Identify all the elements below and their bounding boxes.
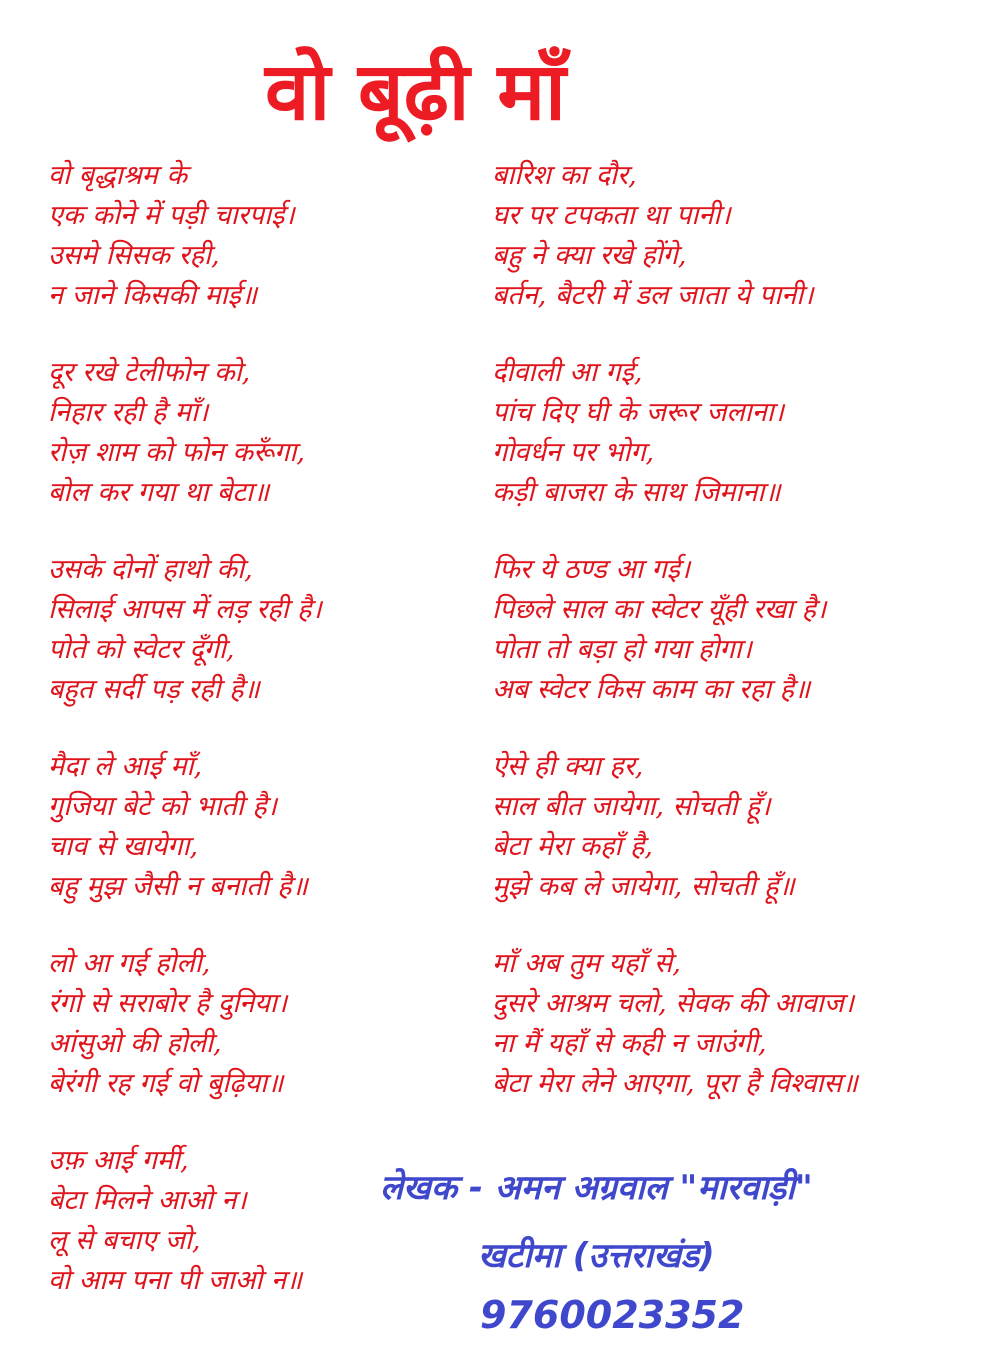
poem-line: बेरंगी रह गई वो बुढ़िया॥: [48, 1068, 284, 1099]
poem-line: सिलाई आपस में लड़ रही है।: [48, 594, 322, 625]
poem-line: बहुत सर्दी पड़ रही है॥: [48, 674, 260, 705]
poem-line: आंसुओ की होली,: [48, 1028, 222, 1059]
poem-line: रंगो से सराबोर है दुनिया।: [48, 988, 288, 1019]
poem-line: अब स्वेटर किस काम का रहा है॥: [492, 674, 811, 705]
poem-line: पांच दिए घी के जरूर जलाना।: [492, 397, 784, 428]
stanza: [492, 353, 992, 550]
poem-line: मैदा ले आई माँ,: [48, 751, 203, 782]
poem-line: कड़ी बाजरा के साथ जिमाना॥: [492, 477, 781, 508]
author-name: लेखक - अमन अग्रवाल "मारवाड़ी": [380, 1168, 813, 1208]
poem-line: दीवाली आ गई,: [492, 357, 643, 388]
poem-line: बेटा मेरा लेने आएगा, पूरा है विश्वास॥: [492, 1068, 858, 1099]
poem-line: पोते को स्वेटर दूँगी,: [48, 634, 235, 665]
stanza: [492, 747, 992, 944]
stanza: [48, 550, 468, 747]
poem-line: उसमे सिसक रही,: [48, 240, 220, 271]
poem-line: साल बीत जायेगा, सोचती हूँ।: [492, 791, 771, 822]
poem-line: एक कोने में पड़ी चारपाई।: [48, 200, 295, 231]
poem-line: निहार रही है माँ।: [48, 397, 209, 428]
poem-line: बारिश का दौर,: [492, 160, 637, 191]
stanza: [48, 944, 468, 1141]
poem-line: रोज़ शाम को फोन करूँगा,: [48, 437, 305, 468]
poem-line: लू से बचाए जो,: [48, 1225, 201, 1256]
poem-line: उसके दोनों हाथो की,: [48, 554, 253, 585]
poem-line: गुजिया बेटे को भाती है।: [48, 791, 277, 822]
poem-line: माँ अब तुम यहाँ से,: [492, 948, 681, 979]
poem-left-column: [48, 156, 468, 1338]
poem-line: लो आ गई होली,: [48, 948, 211, 979]
stanza: [48, 353, 468, 550]
poem-line: मुझे कब ले जायेगा, सोचती हूँ॥: [492, 871, 795, 902]
stanza: [48, 747, 468, 944]
poem-line: गोवर्धन पर भोग,: [492, 437, 655, 468]
poem-line: वो आम पना पी जाओ न॥: [48, 1265, 303, 1296]
author-phone: 9760023352: [480, 1293, 745, 1337]
poem-line: उफ़ आई गर्मी,: [48, 1145, 189, 1176]
poem-line: बोल कर गया था बेटा॥: [48, 477, 270, 508]
poem-line: दूर रखे टेलीफोन को,: [48, 357, 251, 388]
poem-line: बर्तन, बैटरी में डल जाता ये पानी।: [492, 280, 814, 311]
stanza: [492, 156, 992, 353]
poem-line: बहु ने क्या रखे होंगे,: [492, 240, 687, 271]
poem-line: फिर ये ठण्ड आ गई।: [492, 554, 691, 585]
poem-line: बहु मुझ जैसी न बनाती है॥: [48, 871, 308, 902]
poem-line: ना मैं यहाँ से कही न जाउंगी,: [492, 1028, 767, 1059]
poem-line: न जाने किसकी माई॥: [48, 280, 258, 311]
author-place: खटीमा (उत्तराखंड): [478, 1236, 715, 1276]
poem-line: बेटा मिलने आओ न।: [48, 1185, 247, 1216]
stanza: [492, 550, 992, 747]
poem-right-column: [492, 156, 992, 1141]
poem-line: चाव से खायेगा,: [48, 831, 199, 862]
poem-line: बेटा मेरा कहाँ है,: [492, 831, 653, 862]
poem-line: वो बृद्धाश्रम के: [48, 160, 188, 191]
stanza: [492, 944, 992, 1141]
poem-title: वो बूढ़ी माँ: [265, 45, 566, 138]
poem-line: पिछले साल का स्वेटर यूँही रखा है।: [492, 594, 827, 625]
stanza: [48, 156, 468, 353]
poem-line: दुसरे आश्रम चलो, सेवक की आवाज।: [492, 988, 855, 1019]
poem-line: पोता तो बड़ा हो गया होगा।: [492, 634, 752, 665]
poem-line: घर पर टपकता था पानी।: [492, 200, 731, 231]
poem-line: ऐसे ही क्या हर,: [492, 751, 644, 782]
